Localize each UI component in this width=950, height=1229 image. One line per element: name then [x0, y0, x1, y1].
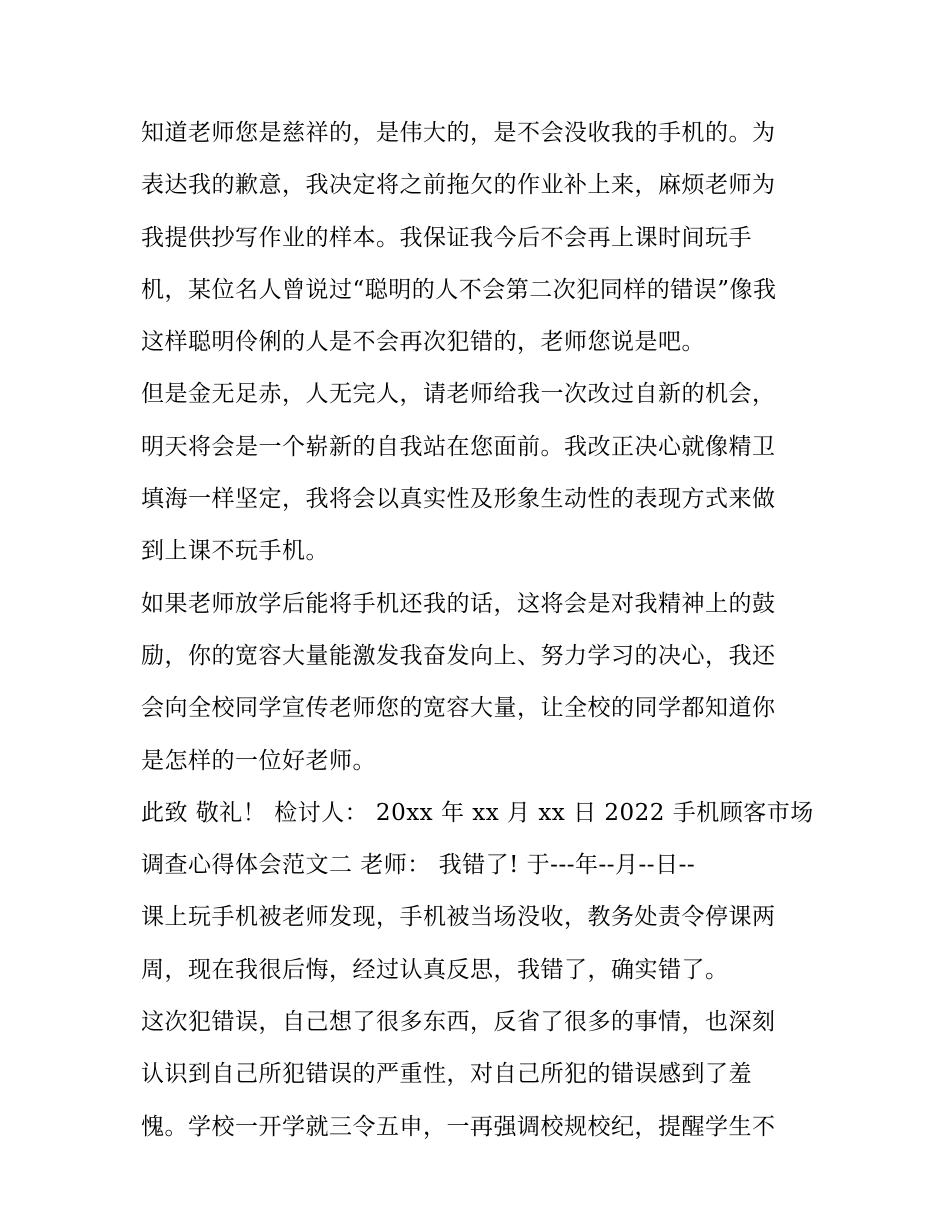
text-line: 我提供抄写作业的样本。我保证我今后不会再上课时间玩手 [141, 224, 752, 251]
text-line: 此致 敬礼！ 检讨人： 20xx 年 xx 月 xx 日 2022 手机顾客市场 [141, 799, 814, 826]
text-line: 是怎样的一位好老师。 [141, 747, 376, 774]
text-line: 填海一样坚定，我将会以真实性及形象生动性的表现方式来做 [141, 486, 776, 513]
text-line: 到上课不玩手机。 [141, 538, 329, 565]
text-line: 会向全校同学宣传老师您的宽容大量，让全校的同学都知道你 [141, 695, 776, 722]
text-line: 认识到自己所犯错误的严重性，对自己所犯的错误感到了羞 [141, 1061, 752, 1088]
text-line: 励，你的宽容大量能激发我奋发向上、努力学习的决心，我还 [141, 642, 776, 669]
text-line: 知道老师您是慈祥的，是伟大的，是不会没收我的手机的。为 [141, 120, 776, 146]
text-line: 这样聪明伶俐的人是不会再次犯错的，老师您说是吧。 [141, 329, 705, 356]
text-line: 周，现在我很后悔，经过认真反思，我错了，确实错了。 [141, 956, 729, 983]
text-line: 明天将会是一个崭新的自我站在您面前。我改正决心就像精卫 [141, 433, 776, 460]
text-line: 如果老师放学后能将手机还我的话，这将会是对我精神上的鼓 [141, 590, 776, 617]
text-line: 愧。学校一开学就三令五申，一再强调校规校纪，提醒学生不 [141, 1113, 776, 1140]
text-line: 这次犯错误，自己想了很多东西，反省了很多的事情，也深刻 [141, 1009, 776, 1036]
text-line: 表达我的歉意，我决定将之前拖欠的作业补上来，麻烦老师为 [141, 172, 776, 199]
document-body [141, 107, 821, 1153]
text-line: 课上玩手机被老师发现，手机被当场没收，教务处责令停课两 [141, 904, 776, 931]
text-line: 但是金无足赤，人无完人，请老师给我一次改过自新的机会， [141, 381, 776, 408]
text-line: 调查心得体会范文二 老师： 我错了! 于---年--月--日-- [141, 852, 696, 879]
text-line: 机，某位名人曾说过“聪明的人不会第二次犯同样的错误”像我 [141, 276, 777, 303]
